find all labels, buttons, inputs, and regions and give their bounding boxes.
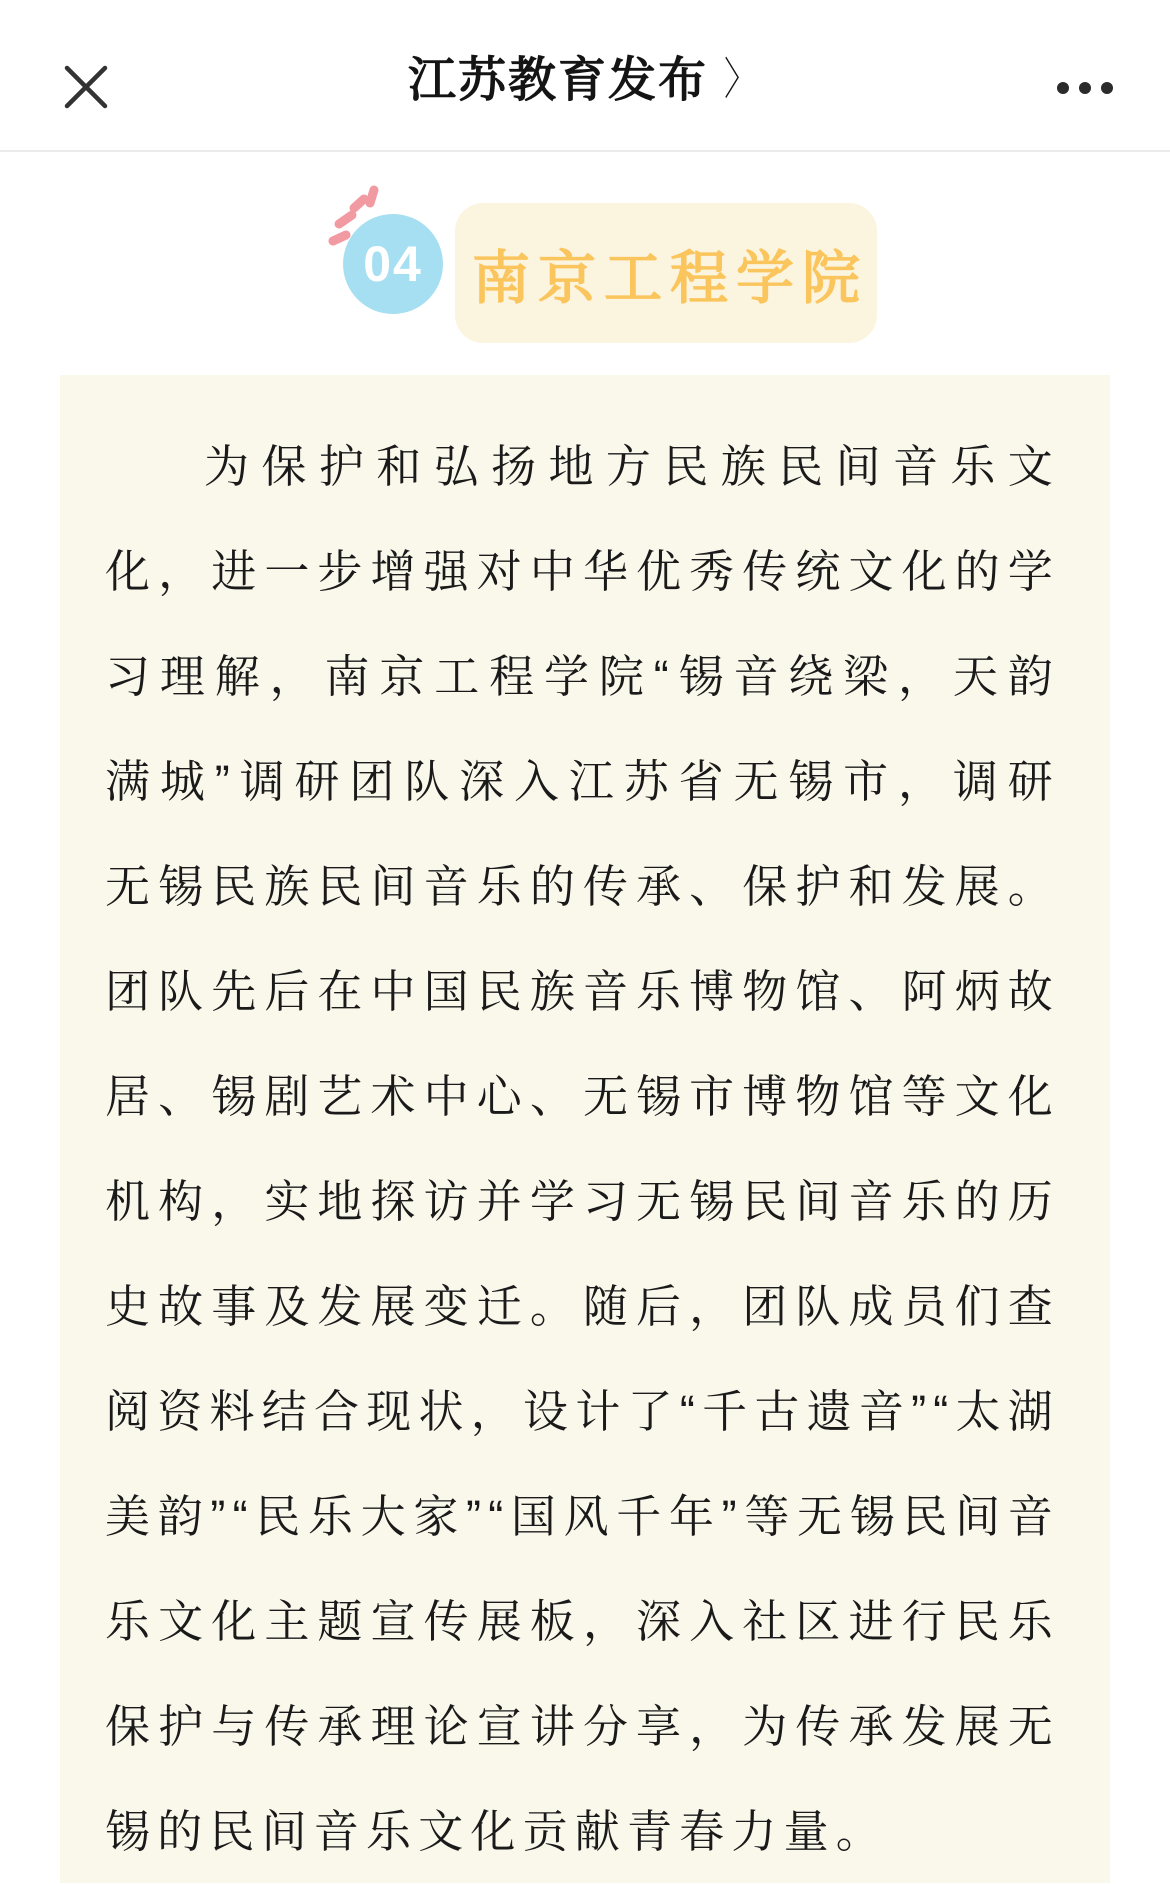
top-nav-bar: [0, 0, 1170, 152]
article-paragraph: 为保护和弘扬地方民族民间音乐文化，进一步增强对中华优秀传统文化的学习理解，南京工程学院“锡音绕梁，天韵满城”调研团队深入江苏省无锡市，调研无锡民族民间音乐的传承、保护和发展。团队先后在中国民族音乐博物馆、阿炳故居、锡剧艺术中心、无锡市博物馆等文化机构，实地探访并学习无锡民间音乐的历史故事及发展变迁。随后，团队成员们查阅资料结合现状，设计了“千古遗音”“太湖美韵”“民乐大家”“国风千年”等无锡民间音乐文化主题宣传展板，深入社区进行民乐保护与传承理论宣讲分享，为传承发展无锡的民间音乐文化贡献青春力量。: [105, 441, 1060, 1857]
dot: [1101, 82, 1113, 94]
account-name[interactable]: 江苏教育发布: [407, 53, 708, 107]
chevron-right-icon[interactable]: 〉: [724, 55, 756, 104]
section-number-badge: [343, 214, 443, 314]
section-number: 04: [363, 236, 423, 292]
nav-title-group: [0, 0, 1170, 150]
article-body-card: [60, 375, 1110, 1883]
section-title-box: [455, 203, 877, 343]
more-menu-icon[interactable]: [1057, 76, 1113, 100]
dot: [1057, 82, 1069, 94]
section-title: 南京工程学院: [471, 246, 868, 311]
close-icon[interactable]: [63, 64, 109, 110]
dot: [1079, 82, 1091, 94]
